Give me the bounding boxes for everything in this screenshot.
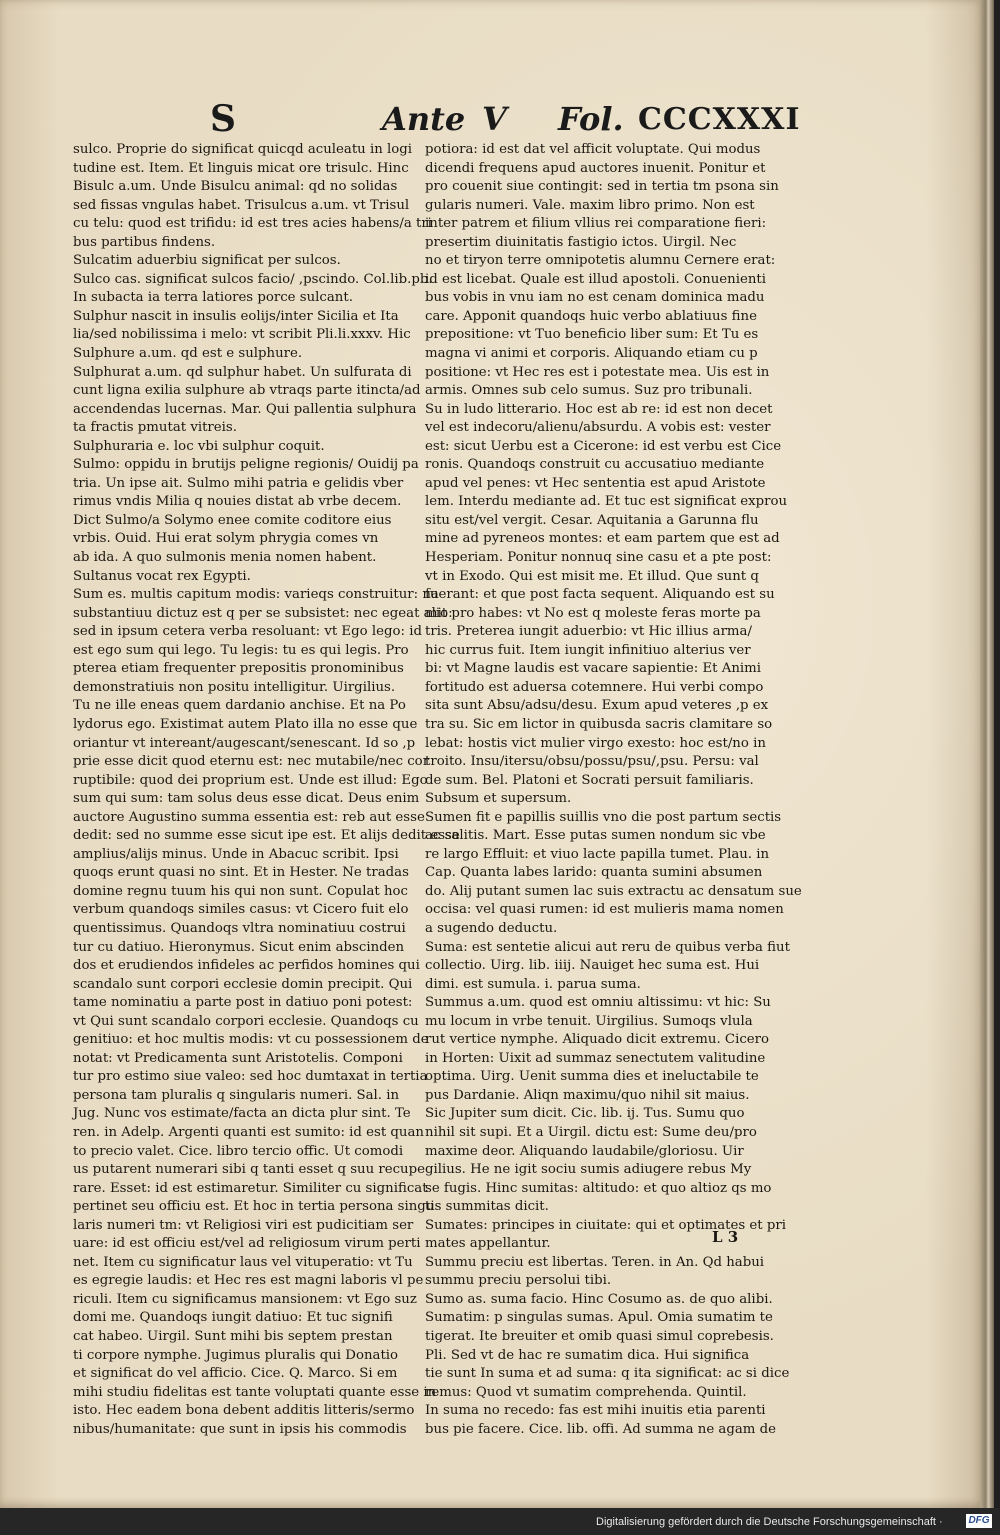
text-line: mit pro habes: vt No est q moleste feras morte pa: [425, 605, 761, 621]
text-line: Dict Sulmo/a Solymo enee comite coditore eius: [73, 512, 392, 528]
text-line: prie esse dicit quod eternu est: nec mutabile/nec cor: [73, 754, 430, 770]
text-line: pro couenit siue contingit: sed in tertia tm psona sin: [425, 179, 779, 195]
text-line: situ est/vel vergit. Cesar. Aquitania a Garunna flu: [425, 512, 759, 528]
text-line: Sum es. multis capitum modis: varieqs construitur: na: [73, 587, 439, 603]
text-line: lem. Interdu mediante ad. Et tuc est significat exprou: [425, 494, 788, 510]
text-line: lebat: hostis vict mulier virgo exesto: hoc est/no in: [425, 735, 766, 751]
text-line: rut vertice nymphe. Aliquado dicit extremu. Cicero: [425, 1032, 770, 1048]
text-line: genitiuo: et hoc multis modis: vt cu possessionem de: [73, 1032, 429, 1048]
text-line: Sulco cas. significat sulcos facio/ ,pscindo. Col.lib.pb.: [73, 271, 433, 287]
text-line: est ego sum qui lego. Tu legis: tu es qui legis. Pro: [73, 642, 409, 658]
text-line: cunt ligna exilia sulphure ab vtraqs parte itincta/ad: [73, 383, 421, 399]
text-line: ronis. Quandoqs construit cu accusatiuo mediante: [425, 457, 765, 473]
text-line: Sumatim: p singulas sumas. Apul. Omia sumatim te: [425, 1310, 773, 1326]
text-line: mu locum in vrbe tenuit. Uirgilius. Sumoqs vlula: [425, 1013, 753, 1029]
dfg-logo: DFG: [966, 1514, 992, 1528]
text-line: est: sicut Uerbu est a Cicerone: id est verbu est Cice: [425, 438, 782, 454]
text-line: bi: vt Magne laudis est vacare sapientie: Et Animi: [425, 661, 762, 677]
text-line: Sulphur nascit in insulis eolijs/inter Sicilia et Ita: [73, 308, 399, 324]
text-line: Sumo as. suma facio. Hinc Cosumo as. de quo alibi.: [425, 1291, 773, 1307]
text-line: ti corpore nymphe. Jugimus pluralis qui Donatio: [73, 1347, 399, 1363]
text-line: In suma no recedo: fas est mihi inuitis etia parenti: [425, 1403, 766, 1419]
text-line: tigerat. Ite breuiter et omib quasi simul coprebesis.: [425, 1329, 774, 1344]
text-line: et significat do vel afficio. Cice. Q. Marco. Si em: [73, 1366, 398, 1382]
text-line: domi me. Quandoqs iungit datiuo: Et tuc signifi: [73, 1310, 393, 1326]
text-line: do. Alij putant sumen lac suis extractu ac densatum sue: [425, 883, 802, 899]
text-line: rare. Esset: id est estimaretur. Similiter cu significat: [73, 1180, 428, 1196]
text-line: dos et erudiendos infideles ac perfidos homines qui: [73, 958, 420, 974]
text-line: laris numeri tm: vt Religiosi viri est pudicitiam ser: [73, 1217, 414, 1233]
text-line: pertinet seu officiu est. Et hoc in tertia persona singu: [73, 1199, 435, 1215]
text-line: cat habeo. Uirgil. Sunt mihi bis septem prestan: [73, 1329, 393, 1344]
text-line: Sulphurat a.um. qd sulphur habet. Un sulfurata di: [73, 364, 412, 380]
text-line: optima. Uirg. Uenit summa dies et ineluctabile te: [425, 1069, 759, 1085]
text-line: gilius. He ne igit sociu sumis adiugere rebus My: [425, 1162, 752, 1178]
text-line: sulco. Proprie do significat quicqd aculeatu in logi: [73, 142, 413, 157]
text-line: presertim diuinitatis fastigio ictos. Uirgil. Nec: [425, 234, 737, 250]
text-line: tur cu datiuo. Hieronymus. Sicut enim abscinden: [73, 939, 405, 955]
text-line: nihil sit supi. Et a Uirgil. dictu est: Sume deu/pro: [425, 1124, 757, 1140]
text-line: summu preciu persolui tibi.: [425, 1273, 612, 1289]
text-line: a sugendo deductu.: [425, 920, 558, 936]
text-line: pterea etiam frequenter prepositis pronominibus: [73, 661, 404, 677]
text-line: uare: id est officiu est/vel ad religiosum virum perti: [73, 1236, 421, 1252]
text-line: notat: vt Predicamenta sunt Aristotelis. Componi: [73, 1050, 403, 1066]
text-line: id est licebat. Quale est illud apostoli. Conuenienti: [425, 271, 766, 287]
text-line: Jug. Nunc vos estimate/facta an dicta plur sint. Te: [73, 1106, 411, 1122]
text-line: in Horten: Uixit ad summaz senectutem valitudine: [425, 1050, 766, 1066]
text-line: positione: vt Hec res est i potestate mea. Uis est in: [425, 364, 770, 380]
text-line: occisa: vel quasi rumen: id est mulieris mama nomen: [425, 902, 784, 918]
text-line: mates appellantur.: [425, 1236, 551, 1252]
text-line: dedit: sed no summe esse sicut ipe est. Et alijs dedit esse: [73, 828, 460, 844]
text-line: Cap. Quanta labes larido: quanta sumini absumen: [425, 865, 763, 881]
text-line: se fugis. Hinc sumitas: altitudo: et quo altioz qs mo: [425, 1180, 772, 1196]
text-line: Pli. Sed vt de hac re sumatim dica. Hui significa: [425, 1347, 750, 1363]
header-letter: V: [482, 100, 507, 138]
header-signature: S: [210, 98, 236, 140]
text-line: mihi studiu fidelitas est tante voluptati quante esse in: [73, 1384, 437, 1400]
text-line: vt Qui sunt scandalo corpori ecclesie. Quandoqs cu: [73, 1013, 419, 1029]
text-line: to precio valet. Cice. libro tercio offic. Ut comodi: [73, 1143, 404, 1159]
text-line: care. Apponit quandoqs huic verbo ablatiuus fine: [425, 308, 757, 324]
text-line: scandalo sunt corpori ecclesie domin precipit. Qui: [73, 976, 413, 992]
header-ante: Ante: [382, 100, 466, 138]
text-line: vrbis. Ouid. Hui erat solym phrygia comes vn: [73, 531, 379, 547]
text-line: quentissimus. Quandoqs vltra nominatiuu costrui: [73, 920, 406, 936]
text-line: isto. Hec eadem bona debent additis litteris/sermo: [73, 1403, 415, 1419]
text-line: Tu ne ille eneas quem dardanio anchise. Et na Po: [73, 698, 406, 714]
text-line: tur pro estimo siue valeo: sed hoc dumtaxat in tertia: [73, 1069, 428, 1085]
text-line: troito. Insu/itersu/obsu/possu/psu/,psu. Persu: val: [425, 754, 759, 770]
text-line: bus vobis in vnu iam no est cenam dominica madu: [425, 290, 765, 306]
text-line: mine ad pyreneos montes: et eam partem que est ad: [425, 531, 780, 547]
text-line: domine regnu tuum his qui non sunt. Copulat hoc: [73, 883, 408, 899]
text-line: substantiuu dictuz est q per se subsistet: nec egeat alio:: [73, 605, 453, 621]
folio-number: CCCXXXI: [638, 102, 801, 137]
text-line: nibus/humanitate: que sunt in ipsis his commodis: [73, 1421, 407, 1437]
text-line: tie sunt In suma et ad suma: q ita significat: ac si dice: [425, 1366, 790, 1382]
text-line: Sulphure a.um. qd est e sulphure.: [73, 346, 303, 362]
text-line: ac salitis. Mart. Esse putas sumen nondum sic vbe: [425, 828, 766, 844]
text-line: rimus vndis Milia q nouies distat ab vrbe decem.: [73, 494, 402, 510]
text-line: es egregie laudis: et Hec res est magni laboris vl pe: [73, 1273, 424, 1289]
text-line: persona tam pluralis q singularis numeri. Sal. in: [73, 1087, 400, 1103]
text-line: Summu preciu est libertas. Teren. in An. Qd habui: [425, 1254, 765, 1270]
text-line: Sumates: principes in ciuitate: qui et optimates et pri: [425, 1217, 786, 1233]
text-line: amplius/alijs minus. Unde in Abacuc scribit. Ipsi: [73, 846, 399, 862]
text-line: Sic Jupiter sum dicit. Cic. lib. ij. Tus. Sumu quo: [425, 1106, 745, 1122]
text-line: fortitudo est aduersa cotemnere. Hui verbi compo: [425, 679, 764, 695]
text-line: apud vel penes: vt Hec sententia est apud Aristote: [425, 475, 766, 491]
text-line: vel est indecoru/alienu/absurdu. A vobis est: vester: [425, 420, 771, 436]
text-line: gularis numeri. Vale. maxim libro primo. Non est: [425, 197, 755, 213]
text-line: lydorus ego. Existimat autem Plato illa no esse que: [73, 716, 418, 732]
text-line: dimi. est sumula. i. parua suma.: [425, 976, 641, 992]
text-line: potiora: id est dat vel afficit voluptate. Qui modus: [425, 142, 761, 157]
text-line: tis summitas dicit.: [425, 1199, 549, 1215]
page-edge: [980, 0, 994, 1508]
text-line: riculi. Item cu significamus mansionem: vt Ego suz: [73, 1291, 417, 1307]
text-line: Sulcatim aduerbiu significat per sulcos.: [73, 253, 341, 269]
text-line: sum qui sum: tam solus deus esse dicat. Deus enim: [73, 791, 420, 807]
text-line: tame nominatiu a parte post in datiuo poni potest:: [73, 995, 413, 1011]
text-line: cu telu: quod est trifidu: id est tres acies habens/a tri: [73, 216, 432, 232]
text-line: fuerant: et que post facta sequent. Aliquando est su: [425, 587, 775, 603]
text-line: Hesperiam. Ponitur nonnuq sine casu et a pte post:: [425, 550, 772, 566]
text-line: accendendas lucernas. Mar. Qui pallentia sulphura: [73, 401, 417, 417]
text-line: auctore Augustino summa essentia est: reb aut esse: [73, 809, 425, 825]
text-line: oriantur vt intereant/augescant/senescant. Id so ,p: [73, 735, 416, 751]
running-header: [210, 98, 801, 144]
text-line: sed in ipsum cetera verba resoluant: vt Ego lego: id: [73, 624, 422, 640]
text-line: Sumen fit e papillis suillis vno die post partum sectis: [425, 809, 782, 825]
signature-mark: L 3: [712, 1228, 739, 1246]
text-line: In subacta ia terra latiores porce sulcant.: [73, 290, 353, 306]
text-line: vt in Exodo. Qui est misit me. Et illud. Que sunt q: [425, 568, 759, 584]
text-line: Sulphuraria e. loc vbi sulphur coquit.: [73, 438, 325, 454]
text-line: magna vi animi et corporis. Aliquando etiam cu p: [425, 346, 758, 362]
text-line: bus partibus findens.: [73, 234, 216, 250]
text-line: ta fractis pmutat vitreis.: [73, 420, 237, 436]
text-line: Sulmo: oppidu in brutijs peligne regionis/ Ouidij pa: [73, 457, 419, 473]
text-line: us putarent numerari sibi q tanti esset q suu recupe: [73, 1162, 425, 1178]
text-line: Summus a.um. quod est omniu altissimu: vt hic: Su: [425, 995, 771, 1011]
text-line: dicendi frequens apud auctores inuenit. Ponitur et: [425, 160, 766, 176]
text-line: pus Dardanie. Aliqn maximu/quo nihil sit maius.: [425, 1087, 750, 1103]
digitization-credit: Digitalisierung gefördert durch die Deutsche Forschungsgemeinschaft ·: [596, 1516, 943, 1528]
text-line: tria. Un ipse ait. Sulmo mihi patria e gelidis vber: [73, 475, 404, 491]
text-line: Bisulc a.um. Unde Bisulcu animal: qd no solidas: [73, 179, 398, 195]
text-line: ab ida. A quo sulmonis menia nomen habent.: [73, 550, 377, 566]
text-line: remus: Quod vt sumatim comprehenda. Quintil.: [425, 1384, 747, 1400]
text-line: ruptibile: quod dei proprium est. Unde est illud: Ego: [73, 772, 428, 788]
text-line: re largo Effluit: et viuo lacte papilla tumet. Plau. in: [425, 846, 770, 862]
text-line: lia/sed nobilissima i melo: vt scribit Pli.li.xxxv. Hic: [73, 327, 411, 343]
header-fol: Fol.: [558, 100, 624, 138]
text-line: Su in ludo litterario. Hoc est ab re: id est non decet: [425, 401, 773, 417]
text-line: sita sunt Absu/adsu/desu. Exum apud veteres ,p ex: [425, 698, 769, 714]
text-line: no et tiryon terre omnipotetis alumnu Cernere erat:: [425, 253, 776, 269]
text-line: verbum quandoqs similes casus: vt Cicero fuit elo: [73, 902, 409, 918]
text-line: hic currus fuit. Item iungit infinitiuo alterius ver: [425, 642, 751, 658]
text-line: demonstratiuis non positu intelligitur. Uirgilius.: [73, 679, 396, 695]
text-line: Suma: est sentetie alicui aut reru de quibus verba fiut: [425, 939, 790, 955]
text-line: tudine est. Item. Et linguis micat ore trisulc. Hinc: [73, 160, 409, 176]
text-line: prepositione: vt Tuo beneficio liber sum: Et Tu es: [425, 327, 759, 343]
text-line: Sultanus vocat rex Egypti.: [73, 568, 251, 584]
text-line: maxime deor. Aliquando laudabile/gloriosu. Uir: [425, 1143, 744, 1159]
text-line: tris. Preterea iungit aduerbio: vt Hic illius arma/: [425, 624, 752, 640]
text-line: ren. in Adelp. Argenti quanti est sumito: id est quan: [73, 1124, 424, 1140]
left-text-column: [73, 141, 460, 1439]
text-line: armis. Omnes sub celo sumus. Suz pro tribunali.: [425, 383, 753, 399]
text-line: Subsum et supersum.: [425, 791, 572, 807]
text-line: collectio. Uirg. lib. iiij. Nauiget hec suma est. Hui: [425, 958, 760, 974]
text-line: de sum. Bel. Platoni et Socrati persuit familiaris.: [425, 772, 754, 788]
text-line: tra su. Sic em lictor in quibusda sacris clamitare so: [425, 716, 773, 732]
text-line: inter patrem et filium vllius rei comparatione fieri:: [425, 216, 767, 232]
text-line: quoqs erunt quasi no sint. Et in Hester. Ne tradas: [73, 865, 409, 881]
text-line: bus pie facere. Cice. lib. offi. Ad summa ne agam de: [425, 1421, 776, 1437]
text-line: net. Item cu significatur laus vel vituperatio: vt Tu: [73, 1254, 413, 1270]
text-line: sed fissas vngulas habet. Trisulcus a.um. vt Trisul: [73, 197, 410, 213]
